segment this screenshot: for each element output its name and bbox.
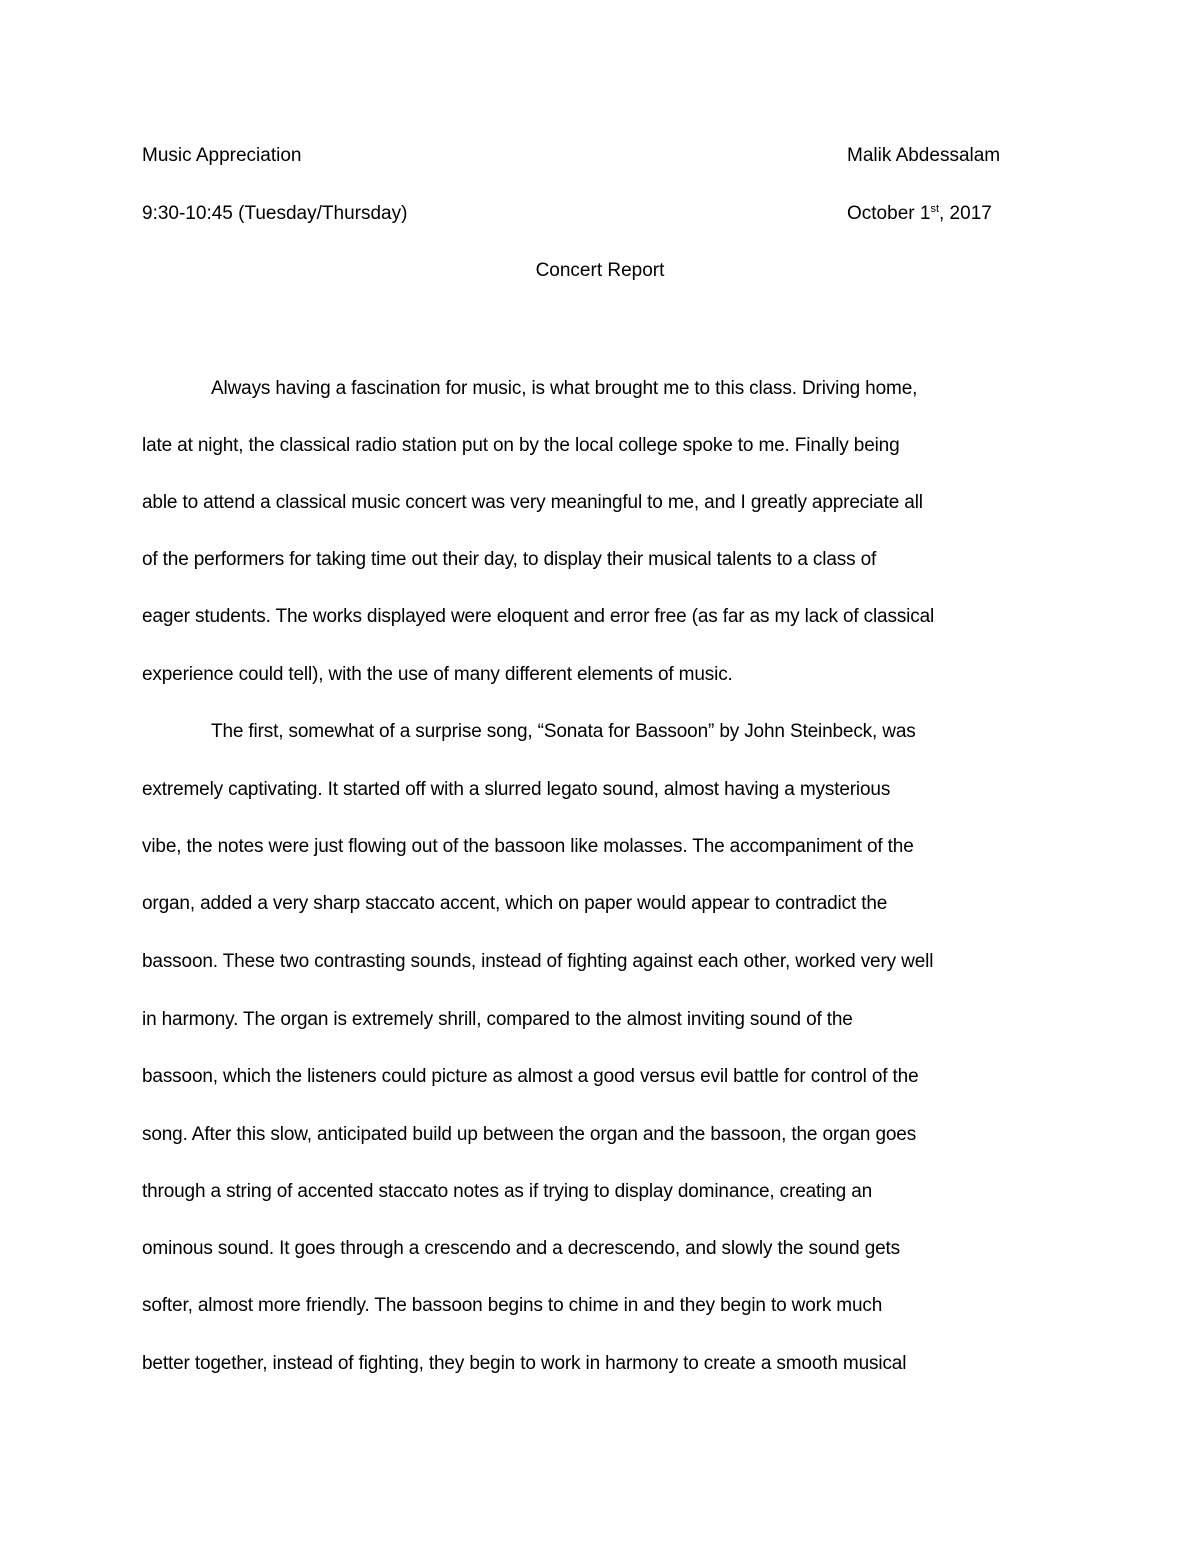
header-row-1 [142,141,1022,171]
date-ordinal-suffix: st [930,203,939,215]
body-line: song. After this slow, anticipated build up between the organ and the bassoon, the organ goes [142,1124,917,1145]
body-line: vibe, the notes were just flowing out of the bassoon like molasses. The accompaniment of the [142,836,914,857]
date-year: , 2017 [939,203,992,224]
body-line: experience could tell), with the use of many different elements of music. [142,664,733,685]
body-line: eager students. The works displayed were eloquent and error free (as far as my lack of classical [142,606,935,627]
date-month-day: October 1 [847,203,931,224]
body-line: better together, instead of fighting, they begin to work in harmony to create a smooth musical [142,1353,907,1374]
body-line: able to attend a classical music concert was very meaningful to me, and I greatly appreciate all [142,492,923,513]
body-line: bassoon. These two contrasting sounds, instead of fighting against each other, worked very well [142,951,934,972]
author-name: Malik Abdessalam [847,145,1001,166]
body-line: late at night, the classical radio station put on by the local college spoke to me. Finally being [142,435,900,456]
body-line: extremely captivating. It started off with a slurred legato sound, almost having a mysterious [142,779,891,800]
header-row-2 [142,199,1022,229]
body-line: organ, added a very sharp staccato accent, which on paper would appear to contradict the [142,893,888,914]
body-line: in harmony. The organ is extremely shrill, compared to the almost inviting sound of the [142,1009,853,1030]
body-line: bassoon, which the listeners could picture as almost a good versus evil battle for control of the [142,1066,919,1087]
body-line: ominous sound. It goes through a crescendo and a decrescendo, and slowly the sound gets [142,1238,901,1259]
report-title: Concert Report [535,260,665,281]
course-name: Music Appreciation [142,145,302,166]
report-date [847,199,992,229]
class-time: 9:30-10:45 (Tuesday/Thursday) [142,203,408,224]
body-line: Always having a fascination for music, is what brought me to this class. Driving home, [211,378,918,399]
body-line: through a string of accented staccato notes as if trying to display dominance, creating an [142,1181,873,1202]
body-line: The first, somewhat of a surprise song, “Sonata for Bassoon” by John Steinbeck, was [211,721,916,742]
body-line: of the performers for taking time out their day, to display their musical talents to a class of [142,549,877,570]
body-line: softer, almost more friendly. The bassoon begins to chime in and they begin to work much [142,1295,883,1316]
